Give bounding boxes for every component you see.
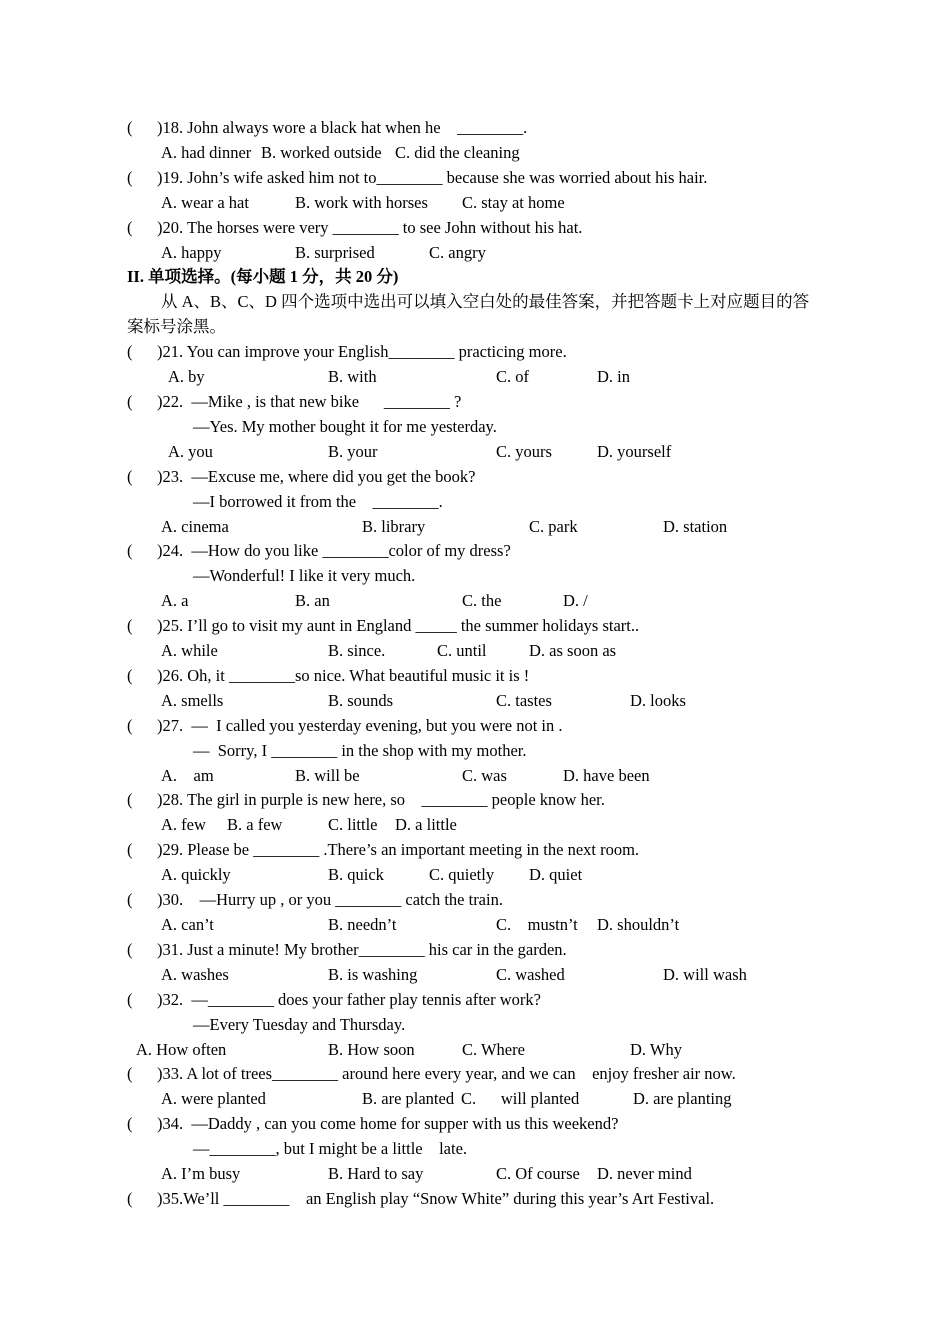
q34-option-c: C. Of course <box>496 1164 580 1183</box>
q24-option-c: C. the <box>462 591 502 610</box>
q18-option-c: C. did the cleaning <box>395 143 520 162</box>
q27-stem: )27. — I called you yesterday evening, but you were not in . <box>157 716 563 735</box>
q31-option-d: D. will wash <box>663 965 747 984</box>
q27-reply-row <box>0 741 950 761</box>
q22-option-b: B. your <box>328 442 378 461</box>
q26-stem-row <box>0 666 950 686</box>
q24-option-a: A. a <box>161 591 189 610</box>
q27-option-b: B. will be <box>295 766 360 785</box>
q28-option-c: C. little <box>328 815 378 834</box>
q25-options-row <box>0 641 950 661</box>
answer-paren: ( <box>127 118 133 137</box>
q32-stem-row <box>0 990 950 1010</box>
q30-option-a: A. can’t <box>161 915 214 934</box>
q29-options-row <box>0 865 950 885</box>
q24-reply: —Wonderful! I like it very much. <box>193 566 416 585</box>
q31-option-c: C. washed <box>496 965 565 984</box>
q35-stem: )35.We’ll ________ an English play “Snow White” during this year’s Art Festival. <box>157 1189 715 1208</box>
q33-option-b: B. are planted <box>362 1089 455 1108</box>
q23-option-c: C. park <box>529 517 578 536</box>
q28-stem: )28. The girl in purple is new here, so ________ people know her. <box>157 790 605 809</box>
answer-paren: ( <box>127 392 133 411</box>
q26-stem: )26. Oh, it ________so nice. What beautiful music it is ! <box>157 666 530 685</box>
q30-option-b: B. needn’t <box>328 915 397 934</box>
q24-options-row <box>0 591 950 611</box>
q19-stem: )19. John’s wife asked him not to________ because she was worried about his hair. <box>157 168 708 187</box>
answer-paren: ( <box>127 666 133 685</box>
q18-options-row <box>0 143 950 163</box>
q30-options-row <box>0 915 950 935</box>
q32-option-b: B. How soon <box>328 1040 415 1059</box>
answer-paren: ( <box>127 940 133 959</box>
q18-stem: )18. John always wore a black hat when he ________. <box>157 118 528 137</box>
q28-options-row <box>0 815 950 835</box>
q21-stem-row <box>0 342 950 362</box>
q21-option-b: B. with <box>328 367 377 386</box>
q26-option-a: A. smells <box>161 691 224 710</box>
q31-stem: )31. Just a minute! My brother________ his car in the garden. <box>157 940 567 959</box>
q26-option-d: D. looks <box>630 691 686 710</box>
q20-stem-row <box>0 218 950 238</box>
q29-option-d: D. quiet <box>529 865 583 884</box>
q26-option-c: C. tastes <box>496 691 552 710</box>
q31-options-row <box>0 965 950 985</box>
q19-option-c: C. stay at home <box>462 193 565 212</box>
q34-stem-row <box>0 1114 950 1134</box>
q22-options-row <box>0 442 950 462</box>
answer-paren: ( <box>127 218 133 237</box>
q27-reply: — Sorry, I ________ in the shop with my mother. <box>193 741 527 760</box>
section-heading: II. 单项选择。(每小题 1 分，共 20 分) <box>127 267 399 286</box>
q25-option-c: C. until <box>437 641 487 660</box>
instructions-row-2 <box>0 317 950 337</box>
q33-stem-row <box>0 1064 950 1084</box>
instructions-line-2: 案标号涂黑。 <box>127 317 226 336</box>
q29-option-a: A. quickly <box>161 865 231 884</box>
q27-option-a: A. am <box>161 766 214 785</box>
answer-paren: ( <box>127 1114 133 1133</box>
q33-stem: )33. A lot of trees________ around here every year, and we can enjoy fresher air now. <box>157 1064 736 1083</box>
q34-reply: —________, but I might be a little late. <box>193 1139 468 1158</box>
q26-options-row <box>0 691 950 711</box>
q31-option-a: A. washes <box>161 965 229 984</box>
q19-options-row <box>0 193 950 213</box>
answer-paren: ( <box>127 616 133 635</box>
q22-stem-row <box>0 392 950 412</box>
instructions-line-1: 从 A、B、C、D 四个选项中选出可以填入空白处的最佳答案，并把答题卡上对应题目的答 <box>161 292 810 311</box>
q23-stem-row <box>0 467 950 487</box>
q28-option-b: B. a few <box>227 815 283 834</box>
q34-option-a: A. I’m busy <box>161 1164 241 1183</box>
q19-option-a: A. wear a hat <box>161 193 249 212</box>
q23-reply-row <box>0 492 950 512</box>
q22-option-a: A. you <box>168 442 213 461</box>
q22-reply-row <box>0 417 950 437</box>
q28-stem-row <box>0 790 950 810</box>
q21-stem: )21. You can improve your English________ practicing more. <box>157 342 567 361</box>
answer-paren: ( <box>127 890 133 909</box>
q29-option-c: C. quietly <box>429 865 495 884</box>
q34-reply-row <box>0 1139 950 1159</box>
q25-stem-row <box>0 616 950 636</box>
q32-option-d: D. Why <box>630 1040 682 1059</box>
q22-reply: —Yes. My mother bought it for me yesterday. <box>193 417 497 436</box>
q28-option-a: A. few <box>161 815 206 834</box>
answer-paren: ( <box>127 541 133 560</box>
q29-stem-row <box>0 840 950 860</box>
q21-option-d: D. in <box>597 367 630 386</box>
q29-stem: )29. Please be ________ .There’s an important meeting in the next room. <box>157 840 640 859</box>
q34-option-d: D. never mind <box>597 1164 692 1183</box>
section-heading-row <box>0 267 950 287</box>
q18-option-a: A. had dinner <box>161 143 252 162</box>
q27-option-c: C. was <box>462 766 507 785</box>
q33-option-a: A. were planted <box>161 1089 266 1108</box>
q20-options-row <box>0 243 950 263</box>
q25-option-b: B. since. <box>328 641 386 660</box>
q25-option-a: A. while <box>161 641 218 660</box>
q30-option-c: C. mustn’t <box>496 915 578 934</box>
q21-options-row <box>0 367 950 387</box>
q32-stem: )32. —________ does your father play tennis after work? <box>157 990 541 1009</box>
q19-stem-row <box>0 168 950 188</box>
q23-reply: —I borrowed it from the ________. <box>193 492 443 511</box>
q24-option-b: B. an <box>295 591 330 610</box>
q24-reply-row <box>0 566 950 586</box>
q22-option-d: D. yourself <box>597 442 672 461</box>
q22-option-c: C. yours <box>496 442 552 461</box>
q21-option-c: C. of <box>496 367 529 386</box>
q18-stem-row <box>0 118 950 138</box>
q33-option-d: D. are planting <box>633 1089 732 1108</box>
q20-option-a: A. happy <box>161 243 222 262</box>
q27-stem-row <box>0 716 950 736</box>
q26-option-b: B. sounds <box>328 691 394 710</box>
q29-option-b: B. quick <box>328 865 384 884</box>
q33-option-c: C. will planted <box>461 1089 580 1108</box>
q24-stem: )24. —How do you like ________color of my dress? <box>157 541 511 560</box>
q20-option-b: B. surprised <box>295 243 375 262</box>
q27-options-row <box>0 766 950 786</box>
q25-stem: )25. I’ll go to visit my aunt in England _____ the summer holidays start.. <box>157 616 640 635</box>
answer-paren: ( <box>127 168 133 187</box>
q28-option-d: D. a little <box>395 815 457 834</box>
q32-reply-row <box>0 1015 950 1035</box>
q24-stem-row <box>0 541 950 561</box>
q27-option-d: D. have been <box>563 766 650 785</box>
q23-stem: )23. —Excuse me, where did you get the book? <box>157 467 476 486</box>
q30-stem: )30. —Hurry up , or you ________ catch the train. <box>157 890 503 909</box>
answer-paren: ( <box>127 840 133 859</box>
q20-stem: )20. The horses were very ________ to see John without his hat. <box>157 218 583 237</box>
q32-options-row <box>0 1040 950 1060</box>
answer-paren: ( <box>127 790 133 809</box>
q20-option-c: C. angry <box>429 243 486 262</box>
q22-stem: )22. —Mike , is that new bike ________ ? <box>157 392 462 411</box>
q31-option-b: B. is washing <box>328 965 418 984</box>
answer-paren: ( <box>127 716 133 735</box>
q35-stem-row <box>0 1189 950 1209</box>
q32-option-c: C. Where <box>462 1040 525 1059</box>
q34-options-row <box>0 1164 950 1184</box>
q24-option-d: D. / <box>563 591 588 610</box>
q30-stem-row <box>0 890 950 910</box>
q32-reply: —Every Tuesday and Thursday. <box>193 1015 406 1034</box>
q34-stem: )34. —Daddy , can you come home for supper with us this weekend? <box>157 1114 619 1133</box>
q23-option-d: D. station <box>663 517 728 536</box>
q30-option-d: D. shouldn’t <box>597 915 680 934</box>
q31-stem-row <box>0 940 950 960</box>
q23-option-a: A. cinema <box>161 517 229 536</box>
q23-option-b: B. library <box>362 517 426 536</box>
answer-paren: ( <box>127 990 133 1009</box>
q25-option-d: D. as soon as <box>529 641 617 660</box>
answer-paren: ( <box>127 342 133 361</box>
q18-option-b: B. worked outside <box>261 143 382 162</box>
q34-option-b: B. Hard to say <box>328 1164 424 1183</box>
instructions-row-1 <box>0 292 950 312</box>
q23-options-row <box>0 517 950 537</box>
answer-paren: ( <box>127 1189 133 1208</box>
q19-option-b: B. work with horses <box>295 193 428 212</box>
answer-paren: ( <box>127 467 133 486</box>
q33-options-row <box>0 1089 950 1109</box>
q21-option-a: A. by <box>168 367 205 386</box>
q32-option-a: A. How often <box>136 1040 227 1059</box>
answer-paren: ( <box>127 1064 133 1083</box>
